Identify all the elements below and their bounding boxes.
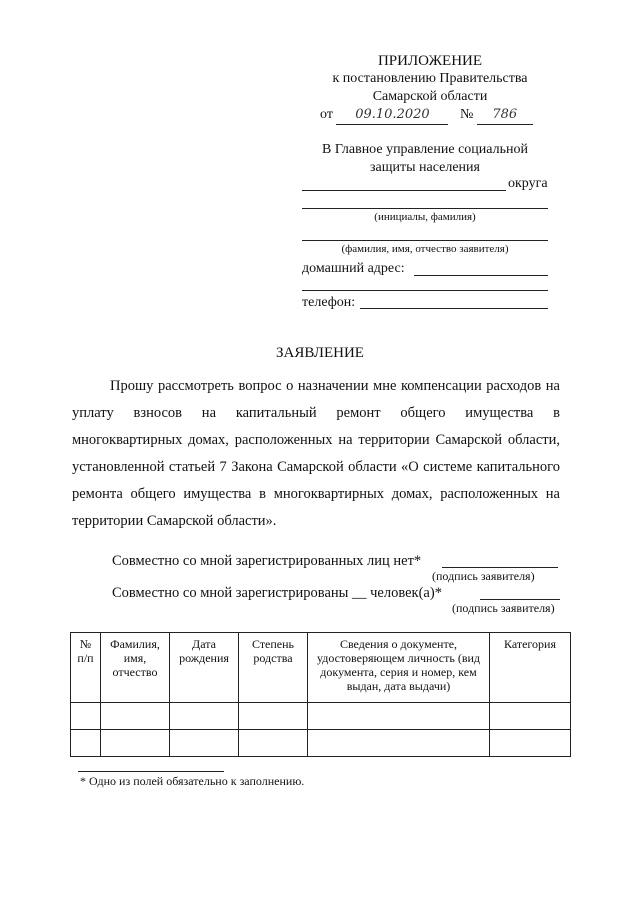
col-number: № п/п bbox=[71, 633, 101, 703]
table-header-row bbox=[71, 633, 571, 703]
table-cell[interactable] bbox=[308, 730, 490, 757]
table-cell[interactable] bbox=[490, 703, 571, 730]
phone-label: телефон: bbox=[302, 295, 356, 310]
initials-field[interactable] bbox=[302, 208, 548, 209]
addressee-line1: В Главное управление социальной bbox=[322, 142, 528, 157]
home-address-field-2[interactable] bbox=[302, 290, 548, 291]
registered-some-signature[interactable] bbox=[480, 599, 560, 600]
from-label: от bbox=[320, 107, 333, 122]
table-cell[interactable] bbox=[308, 703, 490, 730]
appendix-title: ПРИЛОЖЕНИЕ bbox=[377, 53, 483, 69]
registered-none-signature[interactable] bbox=[442, 567, 558, 568]
region-text: Самарской области bbox=[372, 89, 488, 104]
table-cell[interactable] bbox=[71, 703, 101, 730]
to-resolution-text: к постановлению Правительства bbox=[332, 71, 528, 86]
okrug-label: округа bbox=[508, 176, 548, 191]
table-cell[interactable] bbox=[71, 730, 101, 757]
col-birth-date: Дата рождения bbox=[170, 633, 239, 703]
registered-some-text: Совместно со мной зарегистрированы __ человек(а)* bbox=[112, 585, 442, 601]
registered-none-caption: (подпись заявителя) bbox=[432, 569, 535, 583]
table-cell[interactable] bbox=[101, 703, 170, 730]
table-row bbox=[71, 730, 571, 757]
family-members-table bbox=[70, 632, 571, 757]
okrug-field[interactable] bbox=[302, 190, 506, 191]
home-address-field[interactable] bbox=[414, 275, 548, 276]
table-cell[interactable] bbox=[101, 730, 170, 757]
applicant-name-caption: (фамилия, имя, отчество заявителя) bbox=[341, 243, 509, 255]
table-cell[interactable] bbox=[239, 730, 308, 757]
table-cell[interactable] bbox=[490, 730, 571, 757]
resolution-number: 786 bbox=[477, 106, 533, 125]
applicant-name-field[interactable] bbox=[302, 240, 548, 241]
number-label: № bbox=[459, 107, 474, 122]
table-cell[interactable] bbox=[239, 703, 308, 730]
resolution-date: 09.10.2020 bbox=[336, 106, 448, 125]
home-address-label: домашний адрес: bbox=[302, 261, 405, 276]
document-title: ЗАЯВЛЕНИЕ bbox=[276, 345, 364, 361]
col-full-name: Фамилия, имя, отчество bbox=[101, 633, 170, 703]
table-row bbox=[71, 703, 571, 730]
initials-caption: (инициалы, фамилия) bbox=[374, 211, 476, 223]
col-relation: Степень родства bbox=[239, 633, 308, 703]
addressee-line2: защиты населения bbox=[370, 160, 480, 175]
registered-some-caption: (подпись заявителя) bbox=[452, 601, 555, 615]
application-body: Прошу рассмотреть вопрос о назначении мне компенсации расходов на уплату взносов на капитальный ремонт общего имущества в многоквартирных домах, расположенных на территории Самарской области, установленной статьей 7 Закона Самарской области «О системе капитального ремонта общего имущества в многоквартирных домах, расположенных на территории Самарской области». bbox=[72, 378, 560, 529]
footnote-divider bbox=[78, 771, 224, 772]
phone-field[interactable] bbox=[360, 308, 548, 309]
registered-none-text: Совместно со мной зарегистрированных лиц нет* bbox=[112, 553, 422, 569]
col-category: Категория bbox=[490, 633, 571, 703]
col-id-document: Сведения о документе, удостоверяющем личность (вид документа, серия и номер, кем выдан, дата выдачи) bbox=[308, 633, 490, 703]
table-cell[interactable] bbox=[170, 730, 239, 757]
resolution-date-line bbox=[320, 106, 560, 125]
footnote-text: * Одно из полей обязательно к заполнению. bbox=[80, 774, 305, 788]
table-cell[interactable] bbox=[170, 703, 239, 730]
